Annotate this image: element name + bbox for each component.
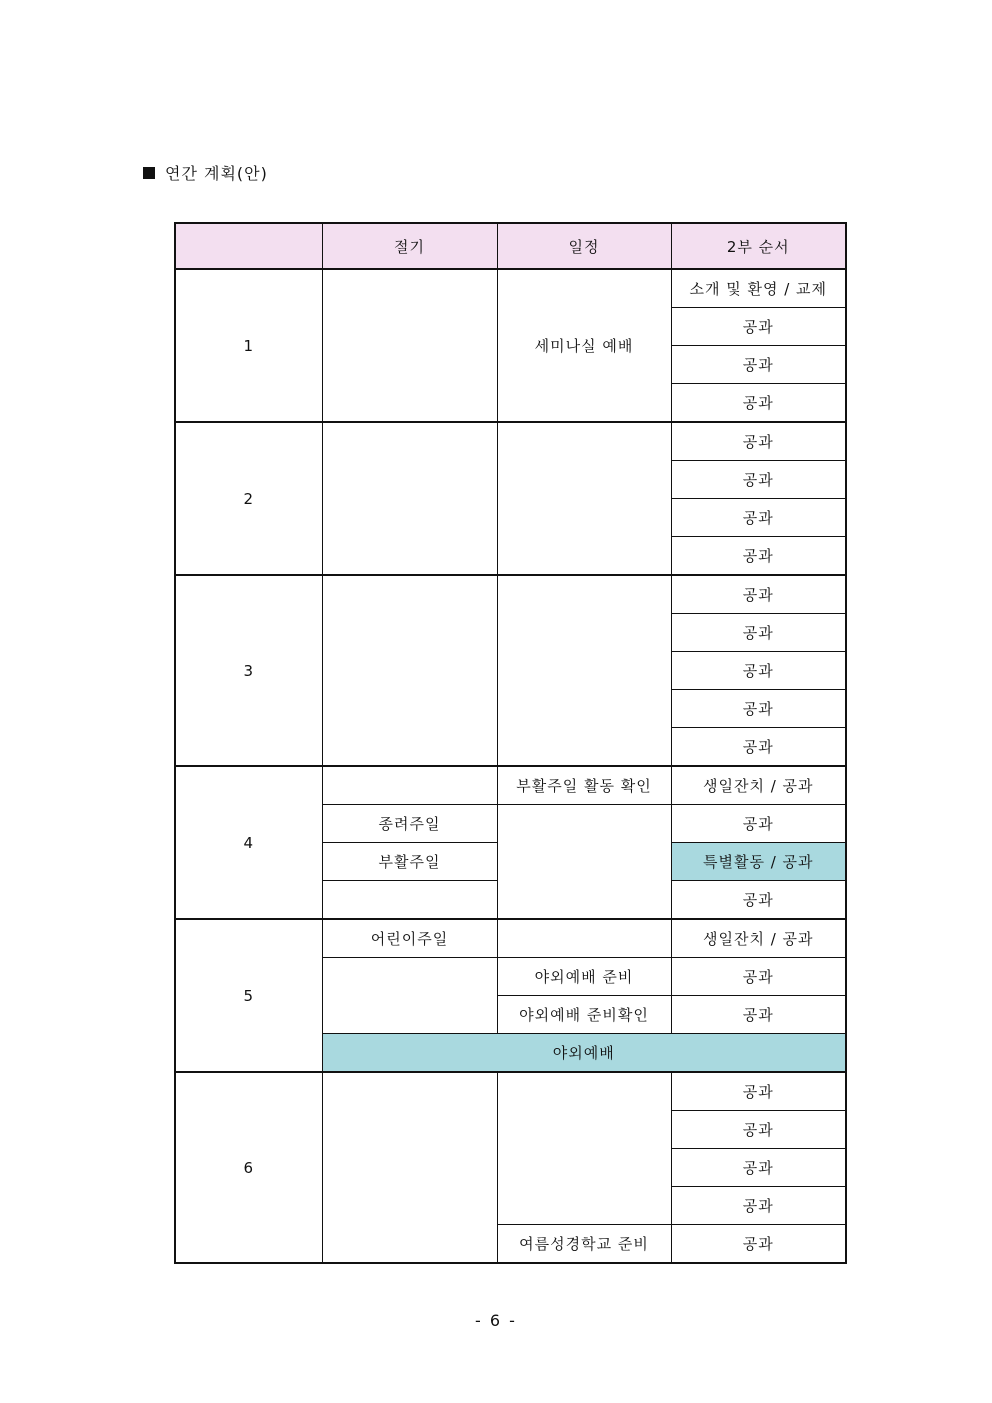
order-cell-highlighted: 특별활동 / 공과 <box>671 843 846 881</box>
season-cell: 부활주일 <box>322 843 497 881</box>
schedule-cell <box>497 575 671 766</box>
order-cell: 공과 <box>671 1187 846 1225</box>
order-cell: 생일잔치 / 공과 <box>671 766 846 805</box>
order-cell: 공과 <box>671 308 846 346</box>
order-cell: 공과 <box>671 805 846 843</box>
order-cell: 공과 <box>671 1111 846 1149</box>
order-cell: 공과 <box>671 1072 846 1111</box>
order-cell: 공과 <box>671 499 846 537</box>
order-cell: 생일잔치 / 공과 <box>671 919 846 958</box>
annual-plan-table <box>174 222 847 1264</box>
section-heading <box>143 161 268 184</box>
season-cell: 종려주일 <box>322 805 497 843</box>
order-cell: 공과 <box>671 728 846 767</box>
month-cell: 2 <box>175 422 322 575</box>
month-cell: 5 <box>175 919 322 1072</box>
schedule-cell: 세미나실 예배 <box>497 269 671 422</box>
schedule-cell <box>497 919 671 958</box>
month-cell: 6 <box>175 1072 322 1263</box>
season-cell <box>322 575 497 766</box>
table-row <box>175 422 846 461</box>
season-cell <box>322 881 497 920</box>
table-row <box>175 919 846 958</box>
table-row <box>175 269 846 308</box>
schedule-cell: 야외예배 준비 <box>497 958 671 996</box>
page-number: - 6 - <box>475 1311 517 1330</box>
order-cell: 공과 <box>671 422 846 461</box>
order-cell: 공과 <box>671 461 846 499</box>
order-cell: 공과 <box>671 614 846 652</box>
schedule-cell: 야외예배 준비확인 <box>497 996 671 1034</box>
order-cell: 공과 <box>671 652 846 690</box>
schedule-cell: 부활주일 활동 확인 <box>497 766 671 805</box>
header-order: 2부 순서 <box>671 223 846 269</box>
season-cell <box>322 958 497 1034</box>
season-cell <box>322 766 497 805</box>
month-cell: 3 <box>175 575 322 766</box>
header-month <box>175 223 322 269</box>
order-cell: 공과 <box>671 958 846 996</box>
order-cell: 소개 및 환영 / 교제 <box>671 269 846 308</box>
black-square-icon <box>143 167 155 179</box>
order-cell: 공과 <box>671 537 846 576</box>
month-cell: 4 <box>175 766 322 919</box>
table-row <box>175 575 846 614</box>
order-cell: 공과 <box>671 346 846 384</box>
schedule-cell <box>497 422 671 575</box>
order-cell: 공과 <box>671 690 846 728</box>
order-cell: 공과 <box>671 575 846 614</box>
table-row <box>175 1072 846 1111</box>
order-cell: 공과 <box>671 1225 846 1264</box>
header-schedule: 일정 <box>497 223 671 269</box>
section-title: 연간 계획(안) <box>165 164 268 183</box>
order-cell: 공과 <box>671 1149 846 1187</box>
month-cell: 1 <box>175 269 322 422</box>
header-row <box>175 223 846 269</box>
schedule-cell <box>497 805 671 920</box>
header-season: 절기 <box>322 223 497 269</box>
table-row <box>175 766 846 805</box>
season-cell: 어린이주일 <box>322 919 497 958</box>
season-cell <box>322 1072 497 1263</box>
event-banner-cell: 야외예배 <box>322 1034 846 1073</box>
schedule-cell: 여름성경학교 준비 <box>497 1225 671 1264</box>
order-cell: 공과 <box>671 996 846 1034</box>
order-cell: 공과 <box>671 881 846 920</box>
schedule-cell <box>497 1072 671 1225</box>
order-cell: 공과 <box>671 384 846 423</box>
season-cell <box>322 422 497 575</box>
season-cell <box>322 269 497 422</box>
